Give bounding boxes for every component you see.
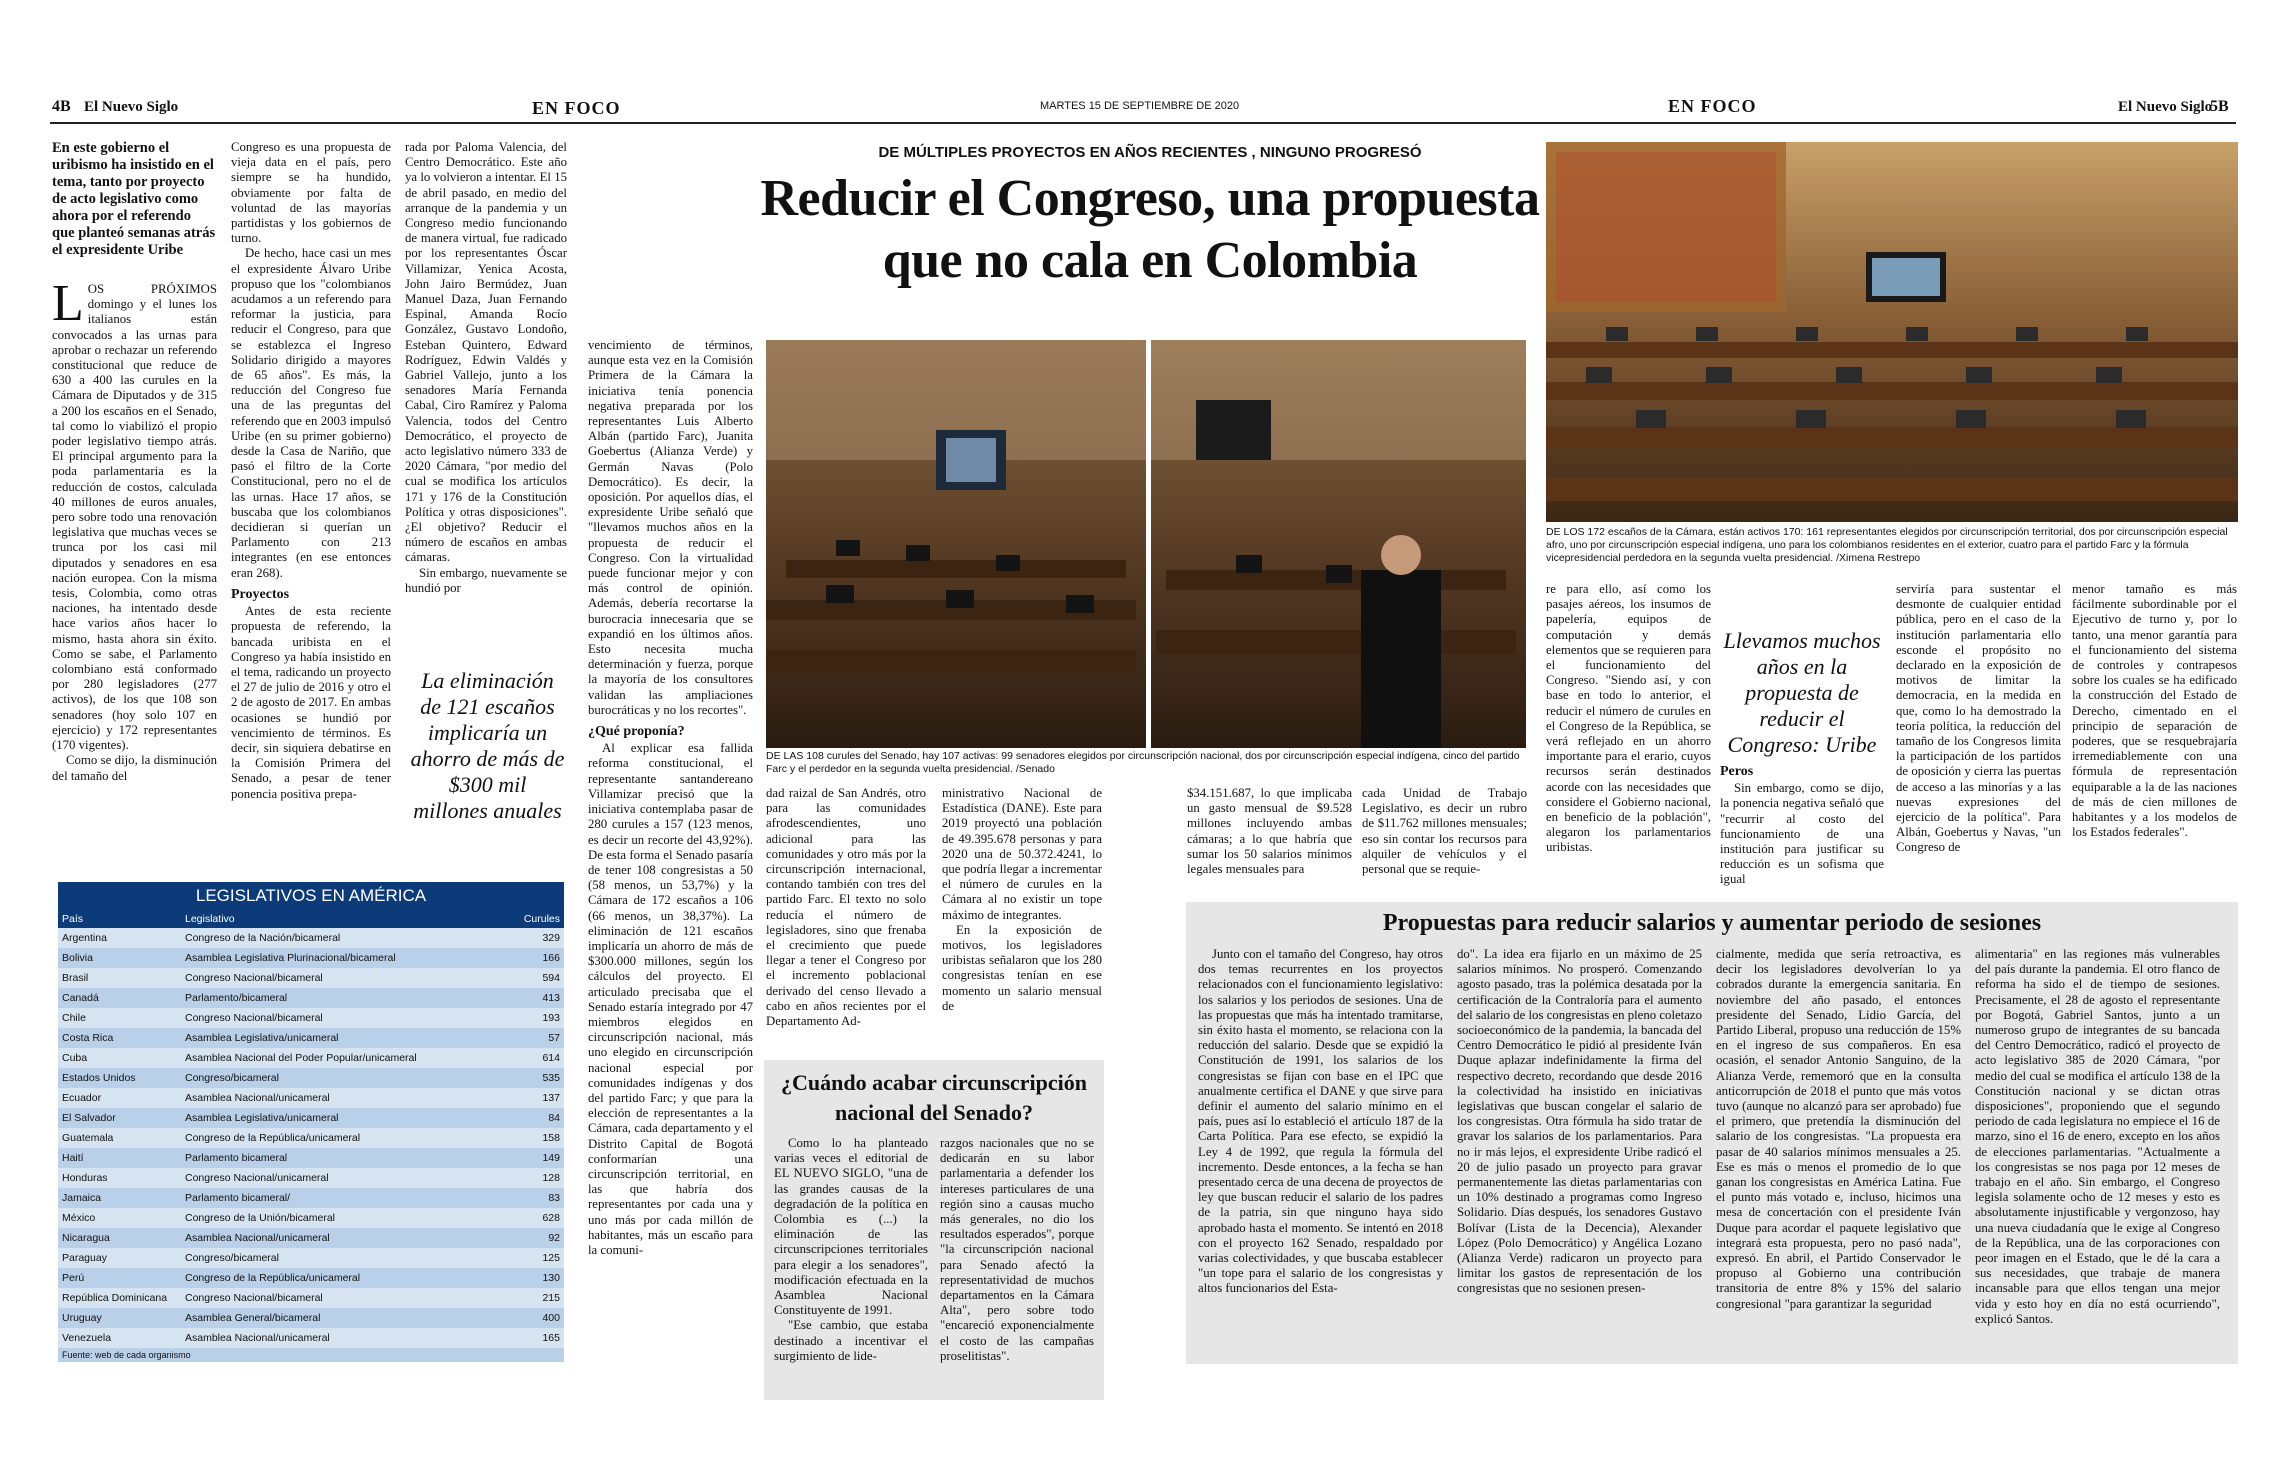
table-cell-seats: 57	[511, 1028, 564, 1048]
senate-photo	[766, 340, 1526, 748]
table-cell-seats: 594	[511, 968, 564, 988]
box-circunscripcion-col-2: razgos nacionales que no se dedicarán en su labor parlamentaria a defender los intereses particulares de una región sino a causas mucho más generales, no dio los resultados esperados", porque "la circunscripción nacional para Senado afectó la representatividad de muchos departamentos en la Cámara Alta", pero sobre todo "encareció exponencialmente el costo de las campañas proselitistas".	[940, 1136, 1094, 1363]
table-cell-country: Ecuador	[58, 1088, 181, 1108]
table-cell-country: Haití	[58, 1148, 181, 1168]
table-row	[58, 1048, 564, 1068]
table-cell-seats: 193	[511, 1008, 564, 1028]
pull-quote-uribe: Llevamos muchos años en la propuesta de reducir el Congreso: Uribe	[1723, 628, 1881, 757]
table-cell-country: Venezuela	[58, 1328, 181, 1348]
box-circunscripcion	[764, 1060, 1104, 1400]
table-cell-legislature: Congreso Nacional/unicameral	[181, 1168, 511, 1188]
table-cell-seats: 130	[511, 1268, 564, 1288]
table-row	[58, 1208, 564, 1228]
table-cell-seats: 158	[511, 1128, 564, 1148]
table-cell-country: Paraguay	[58, 1248, 181, 1268]
box-circunscripcion-title: ¿Cuándo acabar circunscripción nacional del Senado?	[781, 1070, 1087, 1125]
box-salarios-col-3: cialmente, medida que sería retroactiva, es decir los legisladores devolverían lo ya cobrados durante la emergencia sanitaria. En noviembre del año pasado, el entonces presidente del Senado, Lidio García, del Partido Liberal, propuso una reducción de 15% en el ingreso de sus compañeros. En esa ocasión, el senador Antonio Sanguino, de la Alianza Verde, rememoró que en la consulta anticorrupción de 2018 el punto que más votos tuvo (aunque no alcanzó para ser aprobado) fue el primero, que pretendía la disminución del salario de los congresistas. "La propuesta era pasar de 40 salarios mínimos mensuales a 25. Ese es más o menos el promedio de lo que ganan los congresistas en América Latina. Fue el punto más votado e, incluso, hicimos una mesa de concertación con el presidente Iván Duque para acordar el paquete legislativo que integrará esta propuesta, pero no pasó nada", expresó. En abril, el Partido Conservador le propuso al Gobierno una contribución transitoria de entre 8% y 15% del salario congresional "para garantizar la seguridad	[1716, 947, 1961, 1311]
table-cell-legislature: Asamblea Legislativa/unicameral	[181, 1028, 511, 1048]
pull-quote-savings: La eliminación de 121 escaños implicaría un ahorro de más de $300 mil millones anuales	[410, 668, 565, 823]
table-cell-country: Guatemala	[58, 1128, 181, 1148]
right-column-2: Peros Sin embargo, como se dijo, la ponencia negativa señaló que "recurrir al costo del funcionamiento de una institución para justificar su reducción es un sofisma que igual	[1720, 764, 1884, 887]
article-lead: En este gobierno el uribismo ha insistido en el tema, tanto por proyecto de acto legislativo como ahora por el referendo que planteó semanas atrás el expresidente Uribe	[52, 140, 216, 258]
table-cell-seats: 329	[511, 928, 564, 948]
table-row	[58, 928, 564, 948]
table-cell-seats: 628	[511, 1208, 564, 1228]
table-cell-seats: 215	[511, 1288, 564, 1308]
table-cell-legislature: Congreso de la Nación/bicameral	[181, 928, 511, 948]
table-cell-legislature: Asamblea Legislativa/unicameral	[181, 1108, 511, 1128]
table-body	[58, 910, 564, 1348]
legislatures-table	[58, 882, 564, 1362]
table-cell-seats: 149	[511, 1148, 564, 1168]
table-cell-seats: 137	[511, 1088, 564, 1108]
right-column-1: re para ello, así como los pasajes aéreos, los insumos de papelería, equipos de computación y demás elementos que se requieren para el funcionamiento del Congreso. "Siendo así, y con base en todo lo anterior, el reducir el número de curules en el Congreso de la República, se verá reflejado en un ahorro importante para el erario, cuyos recursos serán destinados acorde con las necesidades que considere el Gobierno nacional, en beneficio de la población", alegaron los parlamentarios uribistas.	[1546, 582, 1711, 855]
table-cell-country: Brasil	[58, 968, 181, 988]
table-cell-legislature: Congreso de la República/unicameral	[181, 1268, 511, 1288]
table-cell-seats: 84	[511, 1108, 564, 1128]
left-masthead: El Nuevo Siglo	[84, 99, 179, 115]
table-cell-seats: 83	[511, 1188, 564, 1208]
table-cell-legislature: Congreso/bicameral	[181, 1248, 511, 1268]
header-rule	[50, 122, 2236, 124]
table-row	[58, 1148, 564, 1168]
table-row	[58, 1028, 564, 1048]
table-row	[58, 1268, 564, 1288]
box-circunscripcion-col-1: Como lo ha planteado varias veces el editorial de EL NUEVO SIGLO, "una de las grandes causas de la degradación de la política en Colombia es (...) la eliminación de las circunscripciones territoriales para elegir a los senadores", modificación efectuada en la Asamblea Nacional Constituyente de 1991. "Ese cambio, que estaba destinado a incentivar el surgimiento de lide-	[774, 1136, 928, 1363]
table-cell-seats: 125	[511, 1248, 564, 1268]
table-row	[58, 988, 564, 1008]
table-row	[58, 948, 564, 968]
table-cell-seats: 128	[511, 1168, 564, 1188]
table-cell-country: Cuba	[58, 1048, 181, 1068]
table-row	[58, 1088, 564, 1108]
table-cell-country: Uruguay	[58, 1308, 181, 1328]
table-cell-seats: 165	[511, 1328, 564, 1348]
senate-photo-caption: DE LAS 108 curules del Senado, hay 107 activas: 99 senadores elegidos por circunscripción nacional, dos por circunscripción especial indígena, cinco del partido Farc y el perdedor en la segunda vuelta presidencial. /Senado	[766, 750, 1520, 775]
table-cell-legislature: Congreso Nacional/bicameral	[181, 1288, 511, 1308]
table-cell-legislature: Congreso Nacional/bicameral	[181, 968, 511, 988]
article-column-2: Congreso es una propuesta de vieja data en el país, pero siempre se ha hundido, obviamente por falta de voluntad de las mayorías partidistas y los gobiernos de turno. De hecho, hace casi un mes el expresidente Álvaro Uribe propuso que los "colombianos acudamos a un referendo para reformar la justicia, para reducir el Congreso, para que se establezca el Ingreso Solidario dirigido a mayores de 65 años". Es más, la reducción del Congreso fue una de las preguntas del referendo que en 2003 impulsó Uribe (en su primer gobierno) desde la Casa de Nariño, que pasó el filtro de la Corte Constitucional, pero no el de las urnas. Hace 17 años, se buscaba que los colombianos decidieran si querían un Parlamento con 213 integrantes (en ese entonces eran 268). Proyectos Antes de esta reciente propuesta de referendo, la bancada uribista en el Congreso ya había insistido en el tema, radicando un proyecto el 27 de julio de 2016 y otro el 2 de agosto de 2017. En ambas ocasiones se hundió por vencimiento de términos. Es decir, sin siquiera debatirse en la Comisión Primera del Senado, a pesar de tener ponencia positiva prepa-	[231, 140, 391, 801]
table-row	[58, 1248, 564, 1268]
table-cell-seats: 413	[511, 988, 564, 1008]
table-cell-legislature: Parlamento bicameral	[181, 1148, 511, 1168]
table-cell-country: Argentina	[58, 928, 181, 948]
table-cell-legislature: Parlamento/bicameral	[181, 988, 511, 1008]
col-header-seats: Curules	[511, 910, 564, 928]
table-cell-country: Jamaica	[58, 1188, 181, 1208]
box-salarios-col-2: do". La idea era fijarlo en un máximo de 25 salarios mínimos. No prosperó. Comenzando agosto pasado, tras la polémica desatada por la certificación de la Contraloría para el aumento del salario de los congresistas en pleno coletazo socioeconómico de la pandemia, la bancada del Centro Democrático le pidió al presidente Iván Duque aplazar indefinidamente la firma del respectivo decreto, recordando que desde 2016 la colectividad ha insistido en iniciativas legislativas que buscan congelar el salario de los congresistas. Otra fórmula ha sido tratar de gravar los salarios de los parlamentarios. Para no ir más lejos, el expresidente Uribe radicó el 20 de julio pasado un proyecto para gravar permanentemente las dietas parlamentarias con un 10% destinado a programas como Ingreso Solidario. Días después, los senadores Gustavo Bolívar (Lista de la Decencia), Alexander López (Polo Democrático) y Angélica Lozano (Alianza Verde) radicaron un proyecto para limitar los gastos de representación de los congresistas que no sesionen presen-	[1457, 947, 1702, 1296]
issue-date: MARTES 15 DE SEPTIEMBRE DE 2020	[1040, 100, 1240, 112]
table-cell-country: México	[58, 1208, 181, 1228]
box-salarios-col-4: alimentaria" en las regiones más vulnerables del país durante la pandemia. El otro flanco de reforma ha sido el de tiempo de sesiones. Precisamente, el 28 de agosto el representante por Bogotá, Gabriel Santos, junto a un numeroso grupo de integrantes de su bancada del Centro Democrático, radicó el proyecto de acto legislativo 385 de 2020 Cámara, "por medio del cual se modifica el artículo 138 de la Constitución nacional y se dictan otras disposiciones", proponiendo que el segundo periodo de cada legislatura no empiece el 16 de marzo, sino el 16 de enero, excepto en los años de elecciones parlamentarias. "Actualmente a los congresistas se nos paga por 12 meses de trabajo en el año. Sin embargo, el Congreso legisla solamente ocho de 12 meses y esto es absolutamente injustificable y vergonzoso, hay una nueva ciudadanía que le exige al Congreso de la República, una de las corporaciones con peor imagen en el Estado, que le dé la cara a sus necesidades, que trabaje de manera incansable para que ellos tengan una mejor vida y esto hoy en día no está ocurriendo", explicó Santos.	[1975, 947, 2220, 1326]
table-cell-country: Chile	[58, 1008, 181, 1028]
table-cell-legislature: Asamblea Nacional del Poder Popular/unicameral	[181, 1048, 511, 1068]
right-column-3: serviría para sustentar el desmonte de cualquier entidad pública, pero en el caso de la institución parlamentaria ello esconde el propósito no declarado en la exposición de motivos de limitar la democracia, en la medida en que, como lo ha demostrado la teoría política, la reducción del tamaño de los Congresos limita la participación de los partidos de oposición y cierra las puertas de acceso a las minorías y a las nuevas expresiones del ejercicio de la política". Para Albán, Goebertus y Navas, "un Congreso de	[1896, 582, 2061, 855]
col-header-legislature: Legislativo	[181, 910, 511, 928]
right-masthead: El Nuevo Siglo	[2118, 99, 2213, 115]
table-cell-legislature: Asamblea Legislativa Plurinacional/bicameral	[181, 948, 511, 968]
table-row	[58, 1288, 564, 1308]
kicker: DE MÚLTIPLES PROYECTOS EN AÑOS RECIENTES , NINGUNO PROGRESÓ	[878, 144, 1422, 161]
table-cell-seats: 535	[511, 1068, 564, 1088]
table-cell-seats: 92	[511, 1228, 564, 1248]
table-cell-country: Costa Rica	[58, 1028, 181, 1048]
headline-line-2: que no cala en Colombia	[882, 232, 1418, 289]
article-column-6: ministrativo Nacional de Estadística (DANE). Este para 2019 proyectó una población de 49.395.678 personas y para 2020 una de 50.372.4241, lo que podría llegar a incrementar el número de curules en la Cámara al no existir un tope máximo de integrantes. En la exposición de motivos, los legisladores uribistas señalaron que los 280 congresistas tenían en ese momento un salario mensual de	[942, 786, 1102, 1013]
table-row	[58, 1008, 564, 1028]
headline-line-1: Reducir el Congreso, una propuesta	[760, 170, 1540, 227]
article-column-8: cada Unidad de Trabajo Legislativo, es decir un rubro de $11.762 millones mensuales; eso sin contar los recursos para alquiler de vehículos y el personal que se requie-	[1362, 786, 1527, 877]
table-title: LEGISLATIVOS EN AMÉRICA	[58, 882, 564, 910]
chamber-photo-art	[1546, 142, 2238, 522]
table-cell-seats: 166	[511, 948, 564, 968]
subhead-proyectos: Proyectos	[231, 586, 290, 602]
table-cell-country: República Dominicana	[58, 1288, 181, 1308]
section-label-left: EN FOCO	[532, 98, 621, 118]
table-cell-legislature: Asamblea Nacional/unicameral	[181, 1228, 511, 1248]
table-source: Fuente: web de cada organismo	[58, 1348, 564, 1362]
table-cell-legislature: Asamblea General/bicameral	[181, 1308, 511, 1328]
table-cell-country: El Salvador	[58, 1108, 181, 1128]
table-cell-seats: 400	[511, 1308, 564, 1328]
table-row	[58, 1128, 564, 1148]
table-cell-country: Honduras	[58, 1168, 181, 1188]
senate-photo-art	[766, 340, 1526, 748]
drop-cap: L	[52, 282, 84, 332]
table-cell-country: Canadá	[58, 988, 181, 1008]
col-header-country: País	[58, 910, 181, 928]
table-row	[58, 1188, 564, 1208]
section-label-right: EN FOCO	[1668, 96, 1757, 116]
table-row	[58, 1168, 564, 1188]
box-salarios-col-1: Junto con el tamaño del Congreso, hay otros dos temas recurrentes en los proyectos relacionados con el funcionamiento legislativo: los salarios y los periodos de sesiones. Una de las propuestas que más ha intentado tramitarse, sin éxito hasta el momento, se relaciona con la reducción del salario. Desde que se expidió la Constitución de 1991, los salarios de los congresistas se fijan con base en el IPC que anualmente certifica el DANE y que sirve para definir el aumento del salario mínimo en el país, pues así lo estableció el artículo 187 de la Carta Política. Para ese efecto, se expidió la Ley 4 de 1992, que regula la fórmula del incremento. Desde entonces, a la fecha se han presentado cerca de una decena de proyectos de ley que buscan reducir el salario de los padres de la patria, sin que ninguno haya sido aprobado hasta el momento. Se intentó en 2018 con el proyecto 162 Senado, respaldado por varias colectividades, y que buscaba establecer "un tope para el salario de los congresistas y altos funcionarios del Esta-	[1198, 947, 1443, 1296]
table-cell-seats: 614	[511, 1048, 564, 1068]
table-row	[58, 968, 564, 988]
box-salarios	[1186, 902, 2238, 1364]
table-cell-legislature: Congreso Nacional/bicameral	[181, 1008, 511, 1028]
table-cell-country: Perú	[58, 1268, 181, 1288]
box-salarios-title: Propuestas para reducir salarios y aumentar periodo de sesiones	[1382, 910, 2042, 936]
article-column-5: dad raizal de San Andrés, otro para las comunidades afrodescendientes, uno adicional para las comunidades y otro más por la circunscripción internacional, contando también con tres del partido Farc. El texto no solo reducía el número de legisladores, sino que frenaba el crecimiento que puede llegar a tener el Congreso por el incremento poblacional derivado del censo llevado a cabo en años recientes por el Departamento Ad-	[766, 786, 926, 1029]
table-cell-legislature: Asamblea Nacional/unicameral	[181, 1328, 511, 1348]
table-cell-legislature: Congreso/bicameral	[181, 1068, 511, 1088]
table-cell-country: Nicaragua	[58, 1228, 181, 1248]
article-column-1: LOS PRÓXIMOS domingo y el lunes los italianos están convocados a las urnas para aprobar o rechazar un referendo constitucional que reduce de 630 a 400 las curules en la Cámara de Diputados y de 315 a 200 los escaños en el Senado, tal como lo viabilizó el propio poder legislativo tiempo atrás. El principal argumento para la poda parlamentaria es la reducción de costos, calculada 40 millones de euros anuales, pero sobre todo una renovación legislativa que muchas veces se trunca por los casi mil diputados y senadores en esa nación europea. Con la misma tesis, Colombia, como otras naciones, ha intentado desde hace varios años hacer lo mismo, hasta ahora sin éxito. Como se sabe, el Parlamento colombiano está conformado por 280 legisladores (277 activos), de los que 108 son senadores (hoy solo 107 en ejercicio) y 172 representantes (170 vigentes). Como se dijo, la disminución del tamaño del	[52, 282, 217, 783]
chamber-photo-caption: DE LOS 172 escaños de la Cámara, están activos 170: 161 representantes elegidos por circunscripción territorial, dos por circunscripción especial afro, uno por circunscripción especial indígena, uno para los colombianos residentes en el exterior, cuatro para el partido Farc y la fórmula vicepresidencial perdedora en la segunda vuelta presidencial. /Ximena Restrepo	[1546, 526, 2228, 564]
table-row	[58, 1108, 564, 1128]
right-page-number: 5B	[2210, 98, 2229, 115]
subhead-peros: Peros	[1720, 764, 1754, 779]
article-column-4: vencimiento de términos, aunque esta vez en la Comisión Primera de la Cámara la iniciativa tenía ponencia negativa preparada por los representantes Luis Alberto Albán (partido Farc), Juanita Goebertus (Alianza Verde) y Germán Navas (Polo Democrático). Es decir, la oposición. Por aquellos días, el expresidente Uribe señaló que "llevamos muchos años en la propuesta de reducir el Congreso. Con la virtualidad puede funcionar mejor y con más control de opinión. Además, debería recortarse la burocracia innecesaria que se expandió en los últimos años. Esto necesita mucha determinación y fuerza, porque la mayoría de los consultores validan las ampliaciones burocráticas y no los recortes". ¿Qué proponía? Al explicar esa fallida reforma constitucional, el representante santandereano Villamizar precisó que la iniciativa contemplaba pasar de 280 curules a 157 (123 menos, es decir un recorte del 43,92%). De esta forma el Senado pasaría de tener 108 congresistas a 50 (58 menos, un 53,7%) y la Cámara de 172 escaños a 106 (66 menos, un 38,37%). La eliminación de 121 escaños implicaría un ahorro de más de $300.000 millones, según los cálculos del proyecto. El articulado precisaba que el Senado estaría integrado por 47 miembros elegidos en circunscripción nacional, más uno elegido en circunscripción nacional especial por comunidades indígenas y dos del partido Farc; y que para la elección de representantes a la Cámara, cada departamento y el Distrito Capital de Bogotá conformarían una circunscripción territorial, en las que habría dos representantes por cada una y uno más por cada millón de habitantes, más un escaño para la comuni-	[588, 338, 753, 1257]
table-row	[58, 1328, 564, 1348]
right-column-4: menor tamaño es más fácilmente subordinable por el Ejecutivo de turno y, por lo tanto, una menor garantía para el funcionamiento del sistema de controles y contrapesos sobre los cuales se ha edificado la construcción del Estado de Derecho, cimentado en el principio de separación de poderes, que se resquebrajaría irremediablemente con una fórmula de representación equiparable a la de las naciones de más de cien millones de habitantes y a los modelos de los Estados federales".	[2072, 582, 2237, 840]
table-cell-country: Bolivia	[58, 948, 181, 968]
subhead-que-proponia: ¿Qué proponía?	[588, 724, 685, 740]
table-cell-legislature: Congreso de la Unión/bicameral	[181, 1208, 511, 1228]
table-row	[58, 1308, 564, 1328]
table-cell-country: Estados Unidos	[58, 1068, 181, 1088]
table-cell-legislature: Asamblea Nacional/unicameral	[181, 1088, 511, 1108]
chamber-photo	[1546, 142, 2238, 522]
table-cell-legislature: Parlamento bicameral/	[181, 1188, 511, 1208]
table-cell-legislature: Congreso de la República/unicameral	[181, 1128, 511, 1148]
left-page-number: 4B	[52, 98, 71, 115]
table-row	[58, 1228, 564, 1248]
article-column-3: rada por Paloma Valencia, del Centro Democrático. Este año ya lo volvieron a intentar. El 15 de abril pasado, en medio del arranque de la pandemia y un Congreso medio funcionando de manera virtual, fue radicado por los representantes Óscar Villamizar, Yenica Acosta, John Jairo Bermúdez, Juan Manuel Daza, Juan Fernando Espinal, Amanda Rocío González, Gustavo Londoño, Esteban Quintero, Edward Rodríguez, Edwin Valdés y Gabriel Vallejo, junto a los senadores María Fernanda Cabal, Ciro Ramírez y Paloma Valencia, todos del Centro Democrático, el proyecto de acto legislativo número 333 de 2020 Cámara, "por medio del cual se modifica los artículos 171 y 176 de la Constitución Política y otras disposiciones". ¿El objetivo? Reducir el número de escaños en ambas cámaras. Sin embargo, nuevamente se hundió por	[405, 140, 567, 595]
table-row	[58, 1068, 564, 1088]
article-column-7: $34.151.687, lo que implicaba un gasto mensual de $9.528 millones incluyendo ambas cámaras; a lo que habría que sumar los 50 salarios mínimos legales mensuales para	[1187, 786, 1352, 877]
